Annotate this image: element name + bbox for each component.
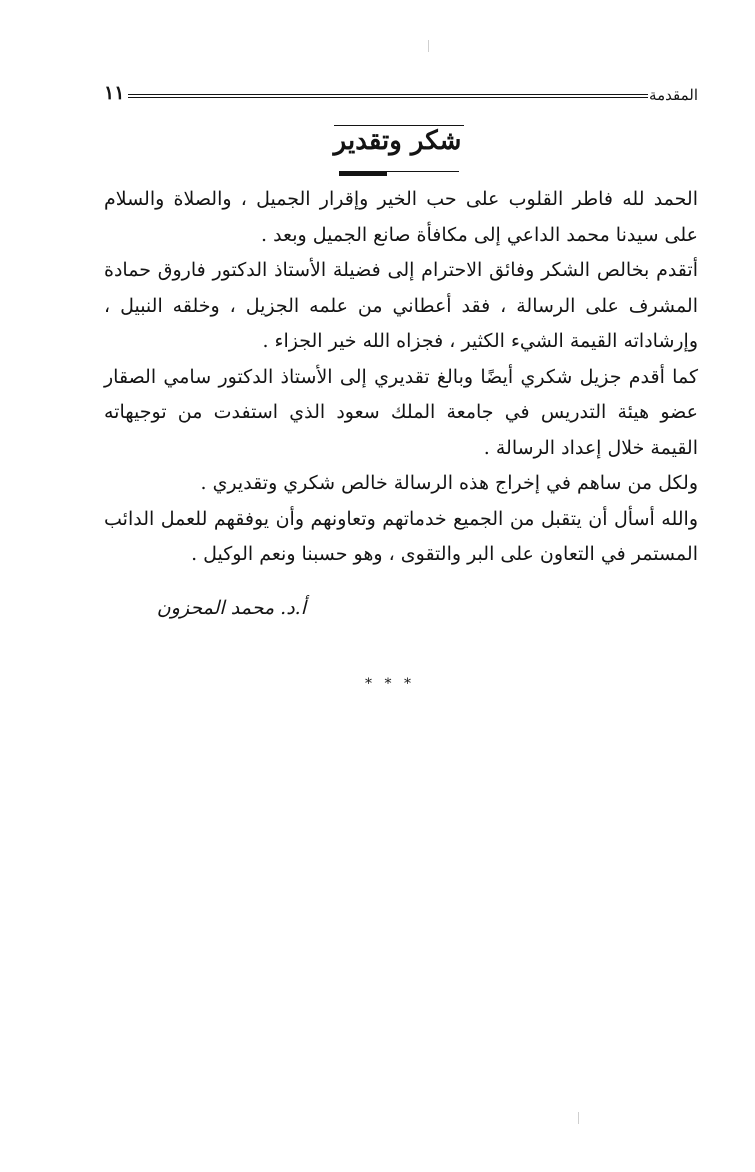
paragraph: والله أسأل أن يتقبل من الجميع خدماتهم وتعاونهم وأن يوفقهم للعمل الدائب المستمر في التعاون على البر والتقوى ، وهو حسبنا ونعم الوكيل . (104, 507, 698, 565)
running-header (104, 84, 698, 110)
paragraph: الحمد لله فاطر القلوب على حب الخير وإقرار الجميل ، والصلاة والسلام على سيدنا محمد الداعي إلى مكافأة صانع الجميل وبعد . (104, 188, 698, 246)
paragraph: كما أقدم جزيل شكري أيضًا وبالغ تقديري إلى الأستاذ الدكتور سامي الصقار عضو هيئة التدريس في جامعة الملك سعود الذي استفدت من توجيهاته القيمة خلال إعداد الرسالة . (104, 365, 698, 459)
crop-mark-top (428, 40, 429, 52)
header-rule (128, 94, 648, 98)
title-underline-bar (339, 172, 387, 176)
author-signature: أ.د. محمد المحزون (156, 597, 306, 619)
section-separator: * * * (365, 676, 415, 692)
paragraph: ولكل من ساهم في إخراج هذه الرسالة خالص شكري وتقديري . (200, 472, 698, 494)
page-number: ١١ (104, 82, 125, 104)
running-header-title: المقدمة (649, 86, 698, 104)
page-title: شكر وتقدير (333, 126, 462, 156)
crop-mark-bottom (578, 1112, 579, 1124)
acknowledgement-body (104, 182, 698, 573)
paragraph: أتقدم بخالص الشكر وفائق الاحترام إلى فضيلة الأستاذ الدكتور فاروق حمادة المشرف على الرسالة ، فقد أعطاني من علمه الجزيل ، وخلقه النبيل ، وإرشاداته القيمة الشيء الكثير ، فجزاه الله خير الجزاء . (104, 259, 698, 352)
